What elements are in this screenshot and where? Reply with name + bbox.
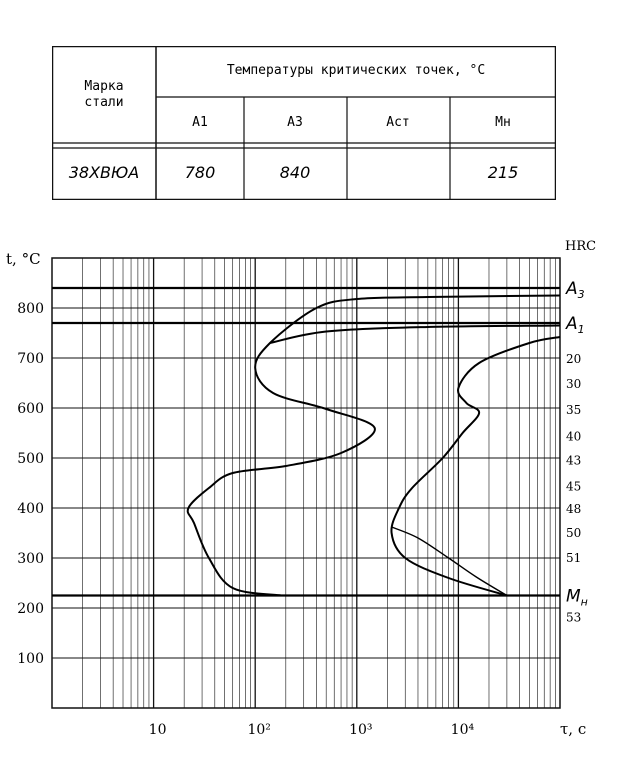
y-tick-label: 600 [17,401,44,417]
x-tick-labels [149,722,475,738]
col-header-a3: A3 [287,115,303,130]
hrc-label: 40 [566,429,582,444]
hrc-label: 20 [566,352,582,366]
header-steel-grade: Марка стали [84,79,124,110]
y-tick-label: 800 [17,301,44,317]
hrc-label: 45 [566,479,582,494]
x-tick-label: 10² [247,722,271,738]
col-header-mn: Mн [495,115,511,130]
header-temperature-group: Температуры критических точек, °C [226,63,486,78]
cell-a3: 840 [279,163,311,182]
hrc-label: 50 [566,526,582,540]
hrc-label: 51 [566,551,582,565]
col-header-acm: Aст [386,115,410,130]
x-tick-label: 10 [148,722,167,738]
y-tick-label: 400 [17,501,44,517]
y-tick-label: 100 [17,651,44,667]
reference-label: $A_3$ [566,279,585,301]
y-tick-label: 300 [17,551,44,567]
col-header-a1: A1 [192,115,208,130]
hrc-axis-title: HRC [565,239,597,254]
hrc-labels [566,352,581,625]
hrc-label: 43 [566,453,582,468]
y-axis-title: t, °C [6,250,41,268]
transformation-curves [188,296,560,596]
hrc-label: 35 [566,403,582,417]
x-axis-title: τ, с [560,720,587,738]
y-tick-label: 500 [17,451,44,467]
y-tick-label: 700 [17,351,44,367]
y-tick-label: 200 [17,601,44,617]
x-tick-label: 10⁴ [450,722,475,738]
reference-label: $A_1$ [566,314,585,336]
y-tick-labels [17,301,44,667]
reference-label: $M_н$ [566,586,588,609]
x-tick-label: 10³ [349,722,373,738]
cell-mn: 215 [487,163,519,182]
curve-0 [188,296,560,596]
hrc-label: 48 [566,502,582,516]
cell-steel: 38ХВЮА [68,163,140,182]
cell-a1: 780 [184,163,216,182]
curve-1 [270,326,560,344]
curve-2 [391,337,560,596]
hrc-label: 30 [566,377,582,391]
hrc-label: 53 [566,610,582,625]
